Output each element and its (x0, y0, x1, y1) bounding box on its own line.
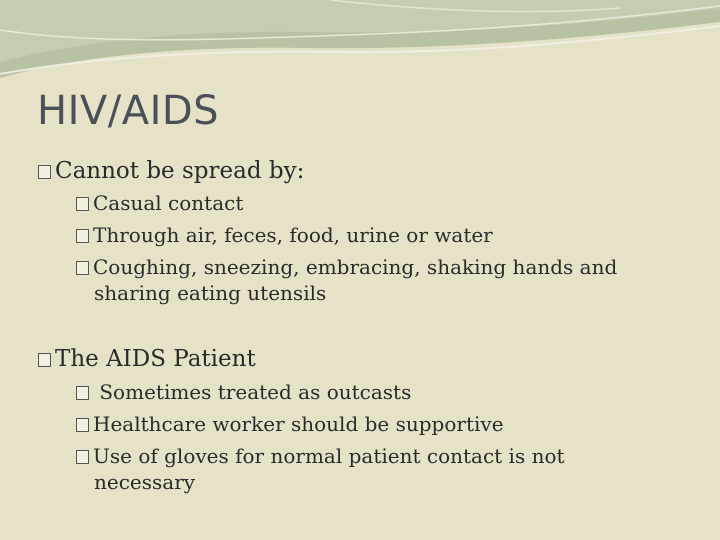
bullet-icon (76, 229, 89, 243)
bullet-icon (38, 165, 51, 179)
section-heading-aids-patient: The AIDS Patient (38, 346, 256, 372)
list-item: Coughing, sneezing, embracing, shaking hands and sharing eating utensils (76, 254, 656, 306)
bullet-icon (76, 197, 89, 211)
section-heading-cannot-spread: Cannot be spread by: (38, 158, 304, 184)
list-item: Through air, feces, food, urine or water (76, 222, 656, 248)
slide-title: HIV/AIDS (37, 88, 220, 134)
bullet-icon (76, 386, 89, 400)
list-item: Casual contact (76, 190, 656, 216)
list-item: Sometimes treated as outcasts (76, 379, 656, 405)
list-item: Use of gloves for normal patient contact is not necessary (76, 443, 656, 495)
decorative-banner (0, 0, 720, 90)
bullet-icon (76, 418, 89, 432)
list-item: Healthcare worker should be supportive (76, 411, 656, 437)
bullet-icon (38, 353, 51, 367)
bullet-icon (76, 450, 89, 464)
bullet-icon (76, 261, 89, 275)
